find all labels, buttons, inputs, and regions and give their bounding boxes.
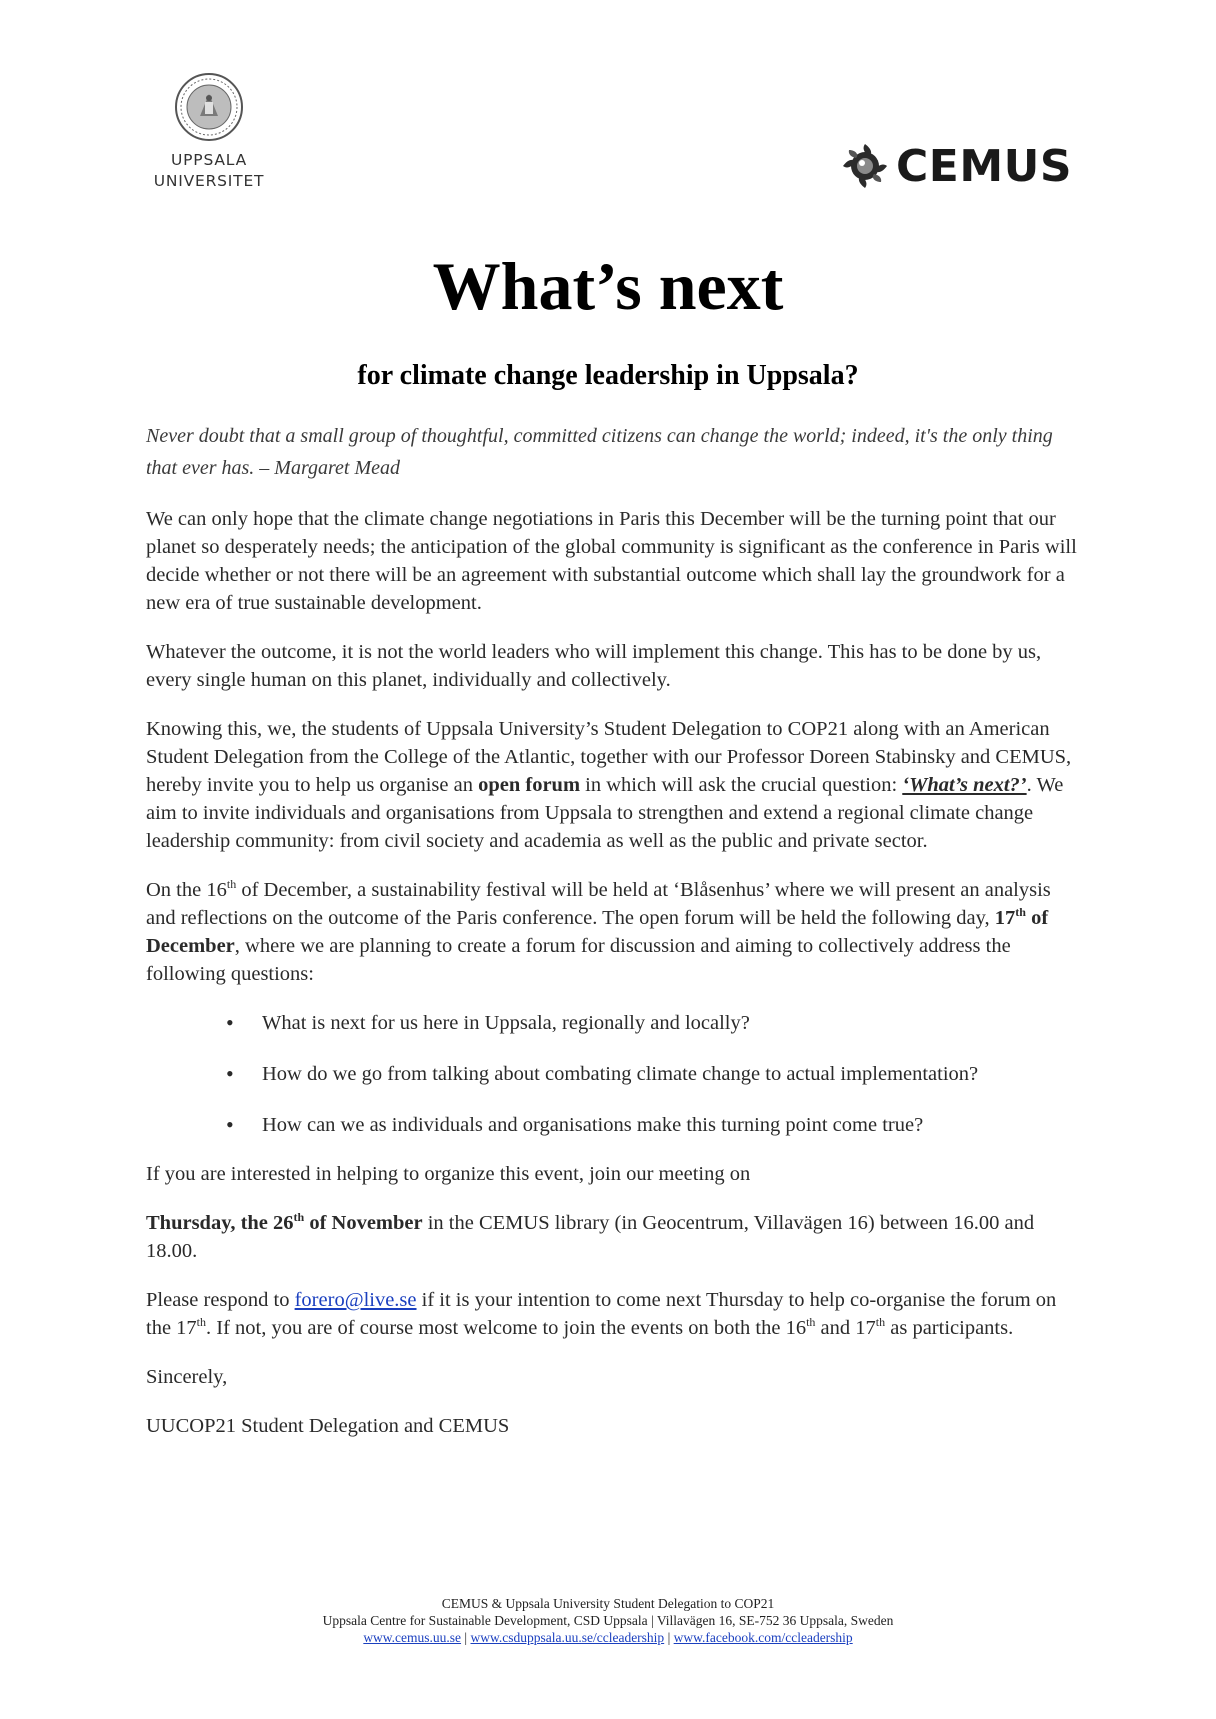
list-item: • What is next for us here in Uppsala, regionally and locally? [146,1009,1081,1037]
p4-sup-1: th [226,877,237,892]
footer-line-1: CEMUS & Uppsala University Student Delegation to COP21 [441,1596,775,1611]
p4-text-c: , where we are planning to create a forum for discussion and aiming to collectively address the following questions: [146,935,1011,985]
csd-website-link[interactable]: www.csduppsala.uu.se/ccleadership [470,1630,665,1645]
email-link[interactable]: forero@live.se [294,1289,417,1311]
p7-text-c: . If not, you are of course most welcome to join the events on both the 16 [206,1317,807,1339]
paragraph-6 [146,1209,1081,1265]
paragraph-7 [146,1286,1081,1342]
meeting-date-month: of November [304,1212,423,1234]
closing: Sincerely, [146,1366,228,1388]
p4-text-a: On the 16 [146,879,227,901]
facebook-link[interactable]: www.facebook.com/ccleadership [673,1630,853,1645]
page-title: What’s next [432,248,784,324]
p6-text-b: in the CEMUS library (in Geocentrum, Villavägen 16) between 16.00 and 18.00. [146,1212,1035,1262]
footer-line-2: Uppsala Centre for Sustainable Development, CSD Uppsala | Villavägen 16, SE-752 36 Uppsala, Sweden [322,1613,894,1628]
opening-quote: Never doubt that a small group of thoughtful, committed citizens can change the world; indeed, it's the only thing that ever has. – Margaret Mead [146,425,1053,479]
meeting-date-day: Thursday, the 26 [146,1212,294,1234]
uu-name-line1: UPPSALA [171,151,247,169]
page-subtitle: for climate change leadership in Uppsala? [357,360,859,391]
cemus-logo [840,138,1072,194]
open-forum-emphasis: open forum [478,774,581,796]
paragraph-3 [146,715,1081,855]
p7-text-a: Please respond to [146,1289,295,1311]
cemus-wordmark: CEMUS [896,140,1073,192]
paragraph-1: We can only hope that the climate change negotiations in Paris this December will be the turning point that our planet so desperately needs; the anticipation of the global community is significant as the conference in Paris will decide whether or not there will be an agreement with substantial outcome which shall lay the groundwork for a new era of true sustainable development. [146,508,1077,614]
paragraph-5: If you are interested in helping to organize this event, join our meeting on [146,1163,751,1185]
p4-text-b: of December, a sustainability festival will be held at ‘Blåsenhus’ where we will present an analysis and reflections on the outcome of the Paris conference. The open forum will be held the following day, [146,879,1051,929]
p4-sup-2: th [1015,905,1026,920]
questions-list [146,1009,1081,1139]
p3-text-a: Knowing this, we, the students of Uppsala University’s Student Delegation to COP21 along with an American Student Delegation from the College of the Atlantic, together with our Professor Doreen Stabinsky and CEMUS, hereby invite you to help us organise an [146,718,1072,796]
p7-sup-2: th [806,1315,816,1330]
p7-sup-1: th [196,1315,207,1330]
p7-sup-3: th [875,1315,886,1330]
page-footer [0,1595,1216,1646]
footer-separator: | [664,1630,674,1645]
letter-body [146,420,1081,1461]
p6-sup: th [293,1210,305,1225]
p7-text-d: and 17 [815,1317,876,1339]
signature: UUCOP21 Student Delegation and CEMUS [146,1415,510,1437]
paragraph-4 [146,876,1081,988]
footer-separator: | [461,1630,471,1645]
p3-text-b: in which will ask the crucial question: [580,774,903,796]
whats-next-question: ‘What’s next?’ [902,774,1027,796]
uppsala-university-logo [146,72,272,192]
uu-name-line2: UNIVERSITET [153,172,265,190]
forum-date-month: of December [146,907,1049,957]
p7-text-e: as participants. [885,1317,1014,1339]
cemus-logo-mark-icon [840,141,890,191]
p3-text-c: . We aim to invite individuals and organisations from Uppsala to strengthen and extend a regional climate change leadership community: from civil society and academia as well as the public and private sector. [146,774,1064,852]
forum-date-day: 17 [994,907,1016,929]
footer-links [0,1629,1216,1646]
paragraph-2: Whatever the outcome, it is not the world leaders who will implement this change. This has to be done by us, every single human on this planet, individually and collectively. [146,641,1042,691]
cemus-website-link[interactable]: www.cemus.uu.se [363,1630,462,1645]
p7-text-b: if it is your intention to come next Thursday to help co-organise the forum on the 17 [146,1289,1057,1339]
list-item: • How do we go from talking about combating climate change to actual implementation? [146,1060,1081,1088]
list-item: • How can we as individuals and organisations make this turning point come true? [146,1111,1081,1139]
meeting-date [146,1212,423,1234]
uppsala-university-seal-icon [174,72,244,142]
